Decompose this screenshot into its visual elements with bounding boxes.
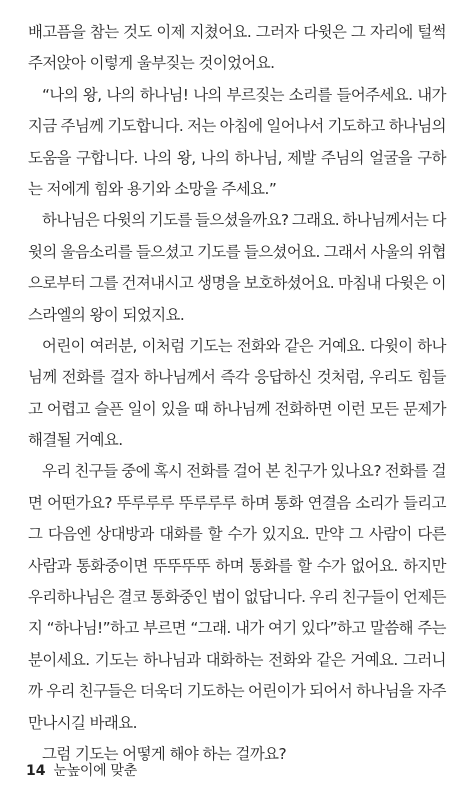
text-line: 으로부터 그를 건져내시고 생명을 보호하셨어요. 마침내 다윗은 이 — [28, 274, 446, 293]
text-line: 까 우리 친구들은 더욱더 기도하는 어린이가 되어서 하나님을 자주 — [28, 682, 446, 701]
text-line: 배고픔을 참는 것도 이제 지쳤어요. 그러자 다윗은 그 자리에 털썩 — [28, 23, 446, 41]
text-line: 지 “하나님!”하고 부르면 “그래. 내가 여기 있다”하고 말씀해 주는 — [28, 619, 446, 638]
book-title: 눈높이에 맞춘 — [53, 763, 137, 779]
page-footer — [26, 760, 137, 780]
text-line: 면 어떤가요? 뚜루루루 뚜루루루 하며 통화 연결음 소리가 들리고 — [28, 493, 446, 512]
text-line: 만나시길 바래요. — [28, 713, 137, 732]
text-line: 하나님은 다윗의 기도를 들으셨을까요? 그래요. 하나님께서는 다 — [42, 211, 446, 230]
body-text — [0, 17, 470, 770]
text-line: 분이세요. 기도는 하나님과 대화하는 전화와 같은 거예요. 그러니 — [28, 650, 446, 669]
text-line: 그럼 기도는 어떻게 해야 하는 걸까요? — [42, 744, 287, 763]
text-line: 님께 전화를 걸자 하나님께서 즉각 응답하신 것처럼, 우리도 힘들 — [28, 368, 446, 387]
text-line: 윗의 울음소리를 들으셨고 기도를 들으셨어요. 그래서 사울의 위협 — [28, 242, 446, 261]
text-line: 도움을 구합니다. 나의 왕, 나의 하나님, 제발 주님의 얼굴을 구하 — [28, 148, 446, 167]
text-line: “나의 왕, 나의 하나님! 나의 부르짖는 소리를 들어주세요. 내가 — [42, 85, 446, 104]
text-line: 해결될 거예요. — [28, 431, 123, 450]
text-line: 어린이 여러분, 이처럼 기도는 전화와 같은 거예요. 다윗이 하나 — [42, 336, 446, 355]
text-line: 우리 친구들 중에 혹시 전화를 걸어 본 친구가 있나요? 전화를 걸 — [42, 462, 446, 481]
text-line: 는 저에게 힘와 용기와 소망을 주세요.” — [28, 179, 277, 198]
text-line: 스라엘의 왕이 되었지요. — [28, 305, 185, 324]
text-line: 지금 주님께 기도합니다. 저는 아침에 일어나서 기도하고 하나님의 — [28, 117, 446, 136]
text-line: 그 다음엔 상대방과 대화를 할 수가 있지요. 만약 그 사람이 다른 — [28, 525, 446, 544]
page-number: 14 — [26, 763, 46, 779]
text-line: 사람과 통화중이면 뚜뚜뚜뚜 하며 통화를 할 수가 없어요. 하지만 — [28, 556, 446, 575]
text-line: 고 어렵고 슬픈 일이 있을 때 하나님께 전화하면 이런 모든 문제가 — [28, 399, 446, 418]
text-line: 우리하나님은 결코 통화중인 법이 없답니다. 우리 친구들이 언제든 — [28, 588, 446, 607]
text-line: 주저앉아 이렇게 울부짖는 것이었어요. — [28, 54, 275, 73]
